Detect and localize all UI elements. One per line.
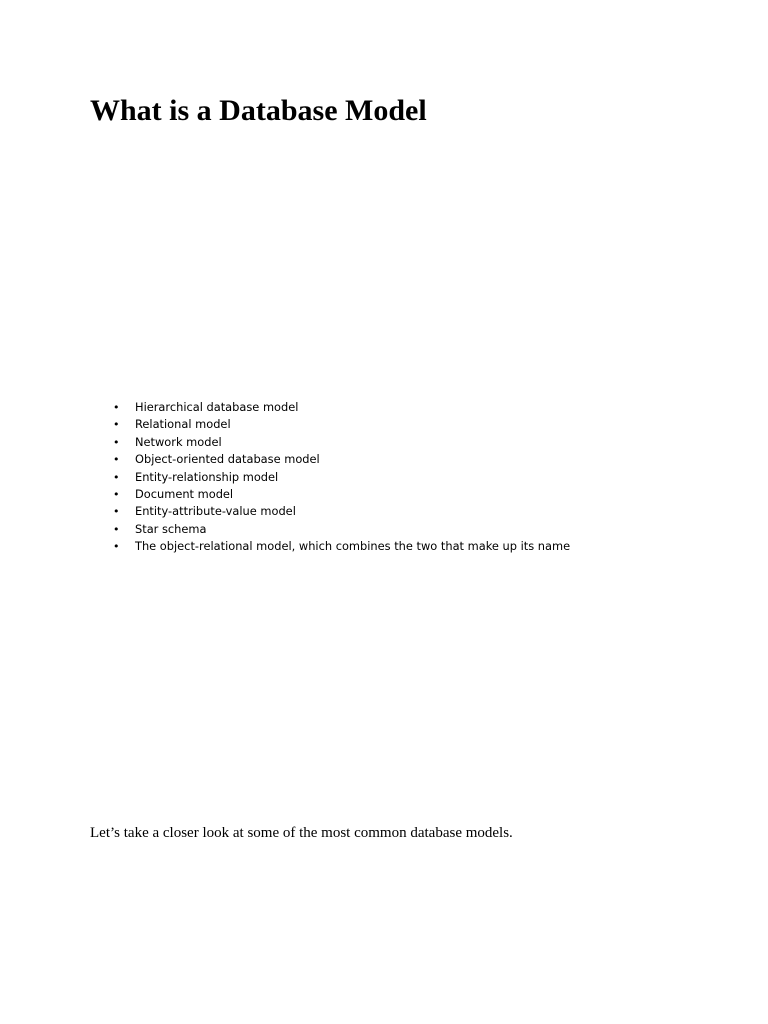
bullet-icon: • (113, 488, 120, 502)
database-model-list (113, 399, 570, 556)
list-item-label: Entity-relationship model (135, 469, 279, 484)
list-item-label: Document model (135, 487, 234, 502)
list-item-label: Entity-attribute-value model (135, 504, 296, 519)
list-item-label: Network model (135, 434, 222, 449)
list-item (113, 469, 570, 486)
bullet-icon: • (113, 418, 120, 432)
list-item (113, 521, 570, 538)
closing-paragraph: Let’s take a closer look at some of the most common database models. (90, 825, 513, 841)
list-item (113, 486, 570, 503)
list-item (113, 399, 570, 416)
list-item (113, 503, 570, 520)
page-title: What is a Database Model (90, 94, 427, 127)
list-item-label: The object-relational model, which combines the two that make up its name (135, 539, 571, 554)
bullet-icon: • (113, 505, 120, 519)
bullet-icon: • (113, 453, 120, 467)
bullet-icon: • (113, 401, 120, 414)
bullet-icon: • (113, 435, 120, 449)
list-item-label: Hierarchical database model (135, 400, 299, 414)
list-item (113, 416, 570, 433)
list-item-label: Star schema (135, 521, 207, 536)
list-item (113, 451, 570, 468)
list-item-label: Object-oriented database model (135, 452, 320, 467)
bullet-icon: • (113, 540, 120, 554)
list-item (113, 538, 570, 555)
bullet-icon: • (113, 470, 120, 484)
bullet-icon: • (113, 522, 120, 536)
list-item (113, 434, 570, 451)
list-item-label: Relational model (135, 417, 231, 432)
